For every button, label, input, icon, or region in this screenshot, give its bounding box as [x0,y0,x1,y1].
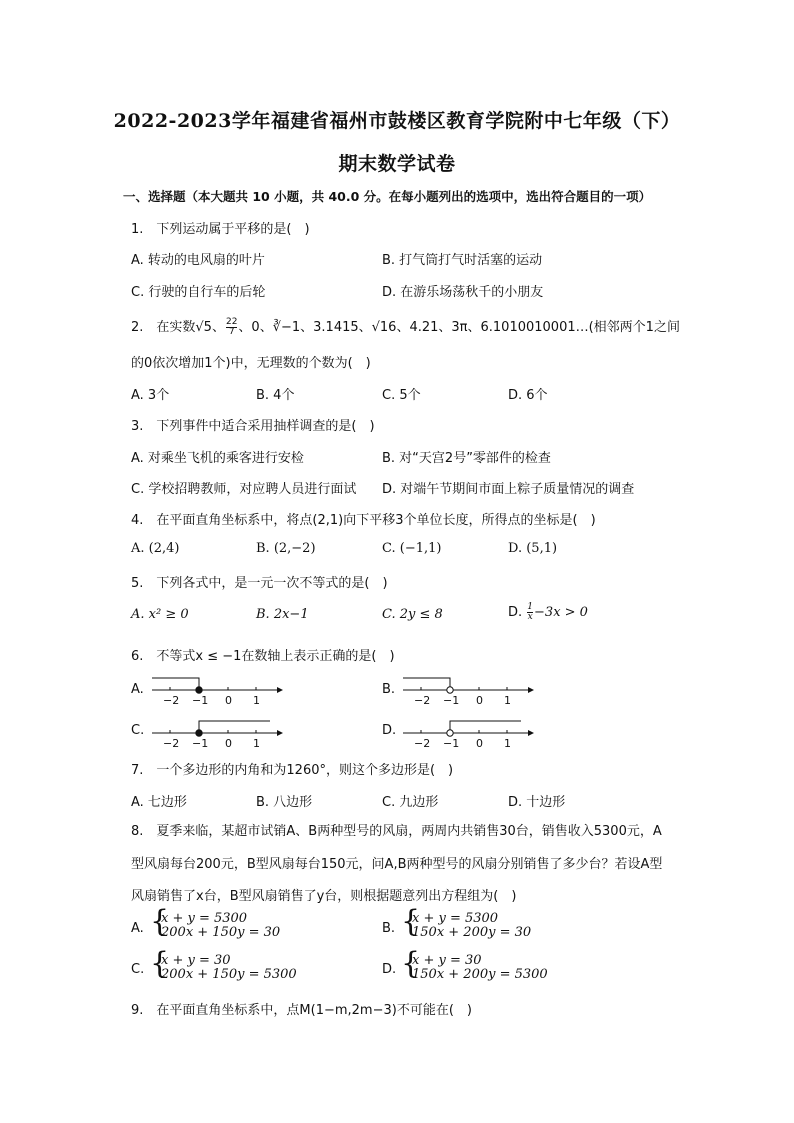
q2-option-b: B. 4个 [256,388,295,403]
q8a-equation-2: 200x + 150y = 30 [161,925,281,940]
q6d-tick-neg1: −1 [443,737,460,750]
q1-option-c: C. 行驶的自行车的后轮 [131,285,266,300]
q6c-tick-0: 0 [225,737,232,750]
q6b-tick-neg1: −1 [443,694,460,707]
q6a-tick-0: 0 [225,694,232,707]
q5-option-b: B. 2x−1 [256,607,309,622]
q6b-tick-0: 0 [476,694,483,707]
q8c-brace: { [150,946,170,981]
q1-option-a: A. 转动的电风扇的叶片 [131,253,265,268]
q5-option-d-expression: −3x > 0 [534,605,588,620]
section-heading-choice: 一、选择题（本大题共 10 小题，共 40.0 分。在每小题列出的选项中，选出符合题目的一项） [123,189,652,204]
q3-option-a: A. 对乘坐飞机的乘客进行安检 [131,451,304,466]
q8-option-b-label: B. [382,921,396,936]
q6c-tick-neg2: −2 [163,737,180,750]
q1-option-b: B. 打气筒打气时活塞的运动 [382,253,543,268]
q8-option-c-label: C. [131,962,145,977]
q7-option-a: A. 七边形 [131,795,187,810]
question-5-stem: 5. 下列各式中，是一元一次不等式的是( ) [131,576,388,591]
q8b-brace: { [401,904,421,939]
q8d-equation-1: x + y = 30 [412,953,482,968]
q5-option-d-label: D. [508,605,523,620]
q8c-equation-2: 200x + 150y = 5300 [161,967,297,982]
q6-option-b-number-line [401,672,536,708]
q2-fraction [226,318,237,337]
q5-option-c: C. 2y ≤ 8 [382,607,443,622]
q6a-tick-neg1: −1 [192,694,209,707]
question-3-stem: 3. 下列事件中适合采用抽样调查的是( ) [131,419,375,434]
q2-fraction-denominator: 7 [226,327,237,337]
q5-option-a: A. x² ≥ 0 [131,607,189,622]
q3-option-b: B. 对“天宫2号”零部件的检查 [382,451,551,466]
q3-option-c: C. 学校招聘教师，对应聘人员进行面试 [131,482,357,497]
q6-option-a-label: A. [131,682,144,697]
q5-option-d-fraction [527,603,533,622]
q8d-brace: { [401,946,421,981]
q5-option-d [508,603,588,622]
q2-option-c: C. 5个 [382,388,421,403]
question-4-stem: 4. 在平面直角坐标系中，将点(2,1)向下平移3个单位长度，所得点的坐标是( ) [131,513,596,528]
q6d-tick-0: 0 [476,737,483,750]
question-9-stem: 9. 在平面直角坐标系中，点M(1−m,2m−3)不可能在( ) [131,1003,472,1018]
q6-option-d-number-line [401,715,536,751]
q5-fraction-denominator: x [527,612,533,622]
exam-title-line1: 2022-2023学年福建省福州市鼓楼区教育学院附中七年级（下） [113,110,681,132]
q6b-tick-neg2: −2 [414,694,431,707]
q5-fraction-numerator: 1 [527,602,534,612]
q7-option-c: C. 九边形 [382,795,439,810]
q6b-tick-1: 1 [504,694,511,707]
question-8-stem-line3: 风扇销售了x台，B型风扇销售了y台，则根据题意列出方程组为( ) [131,889,517,904]
exam-title-line2: 期末数学试卷 [338,153,456,175]
q7-option-b: B. 八边形 [256,795,313,810]
q4-option-a: A. (2,4) [131,541,180,556]
q8b-equation-1: x + y = 5300 [412,911,499,926]
q6a-tick-1: 1 [253,694,260,707]
question-2-stem [131,316,680,337]
q2-option-d: D. 6个 [508,388,548,403]
q6a-tick-neg2: −2 [163,694,180,707]
question-1-stem: 1. 下列运动属于平移的是( ) [131,222,310,237]
q6c-tick-neg1: −1 [192,737,209,750]
q2-stem-part2: 、0、∛−1、3.1415、√16、4.21、3π、6.1010010001…(相邻两个1之间 [238,320,680,335]
q6-option-c-label: C. [131,723,145,738]
q2-option-a: A. 3个 [131,388,170,403]
q8a-equation-1: x + y = 5300 [161,911,248,926]
q6-option-d-label: D. [382,723,397,738]
question-6-stem: 6. 不等式x ≤ −1在数轴上表示正确的是( ) [131,649,395,664]
q1-option-d: D. 在游乐场荡秋千的小朋友 [382,285,544,300]
q6d-tick-1: 1 [504,737,511,750]
q6-option-c-number-line [150,715,285,751]
q6d-tick-neg2: −2 [414,737,431,750]
q6-option-b-label: B. [382,682,396,697]
q4-option-c: C. (−1,1) [382,541,442,556]
q8-option-d-label: D. [382,962,397,977]
q6c-tick-1: 1 [253,737,260,750]
q8b-equation-2: 150x + 200y = 30 [412,925,532,940]
question-8-stem-line2: 型风扇每台200元，B型风扇每台150元，问A,B两种型号的风扇分别销售了多少台？若设A型 [131,857,663,872]
q4-option-b: B. (2,−2) [256,541,316,556]
question-2-stem-line2: 的0依次增加1个)中，无理数的个数为( ) [131,356,371,371]
question-7-stem: 7. 一个多边形的内角和为1260°，则这个多边形是( ) [131,763,454,778]
q7-option-d: D. 十边形 [508,795,566,810]
q8-option-a-label: A. [131,921,144,936]
question-8-stem-line1: 8. 夏季来临，某超市试销A、B两种型号的风扇，两周内共销售30台，销售收入5300元，A [131,824,662,839]
q8a-brace: { [150,904,170,939]
q3-option-d: D. 对端午节期间市面上粽子质量情况的调查 [382,482,635,497]
q2-stem-part1: 2. 在实数√5、 [131,320,225,335]
q8d-equation-2: 150x + 200y = 5300 [412,967,548,982]
q8c-equation-1: x + y = 30 [161,953,231,968]
q2-fraction-numerator: 22 [225,317,238,327]
q6-option-a-number-line [150,672,285,708]
q4-option-d: D. (5,1) [508,541,558,556]
